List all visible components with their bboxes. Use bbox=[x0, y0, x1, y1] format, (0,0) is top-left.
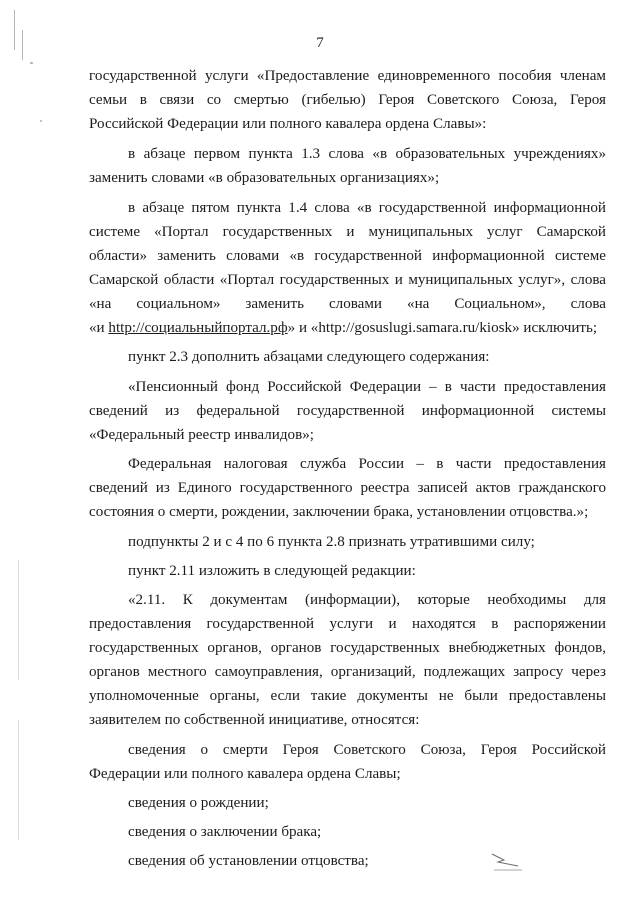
text-line: семьи в связи со смертью (гибелью) Героя Советского Союза, Героя bbox=[89, 92, 606, 108]
text-line: уполномоченные органы, если такие документы не были предоставлены bbox=[89, 688, 606, 704]
text-line: пункт 2.11 изложить в следующей редакции: bbox=[128, 563, 416, 579]
text-line: органов местного самоуправления, организаций, подлежащих запросу через bbox=[89, 664, 606, 680]
text-line: области» заменить словами «в государственной информационной системе bbox=[89, 248, 606, 264]
text-line: в абзаце первом пункта 1.3 слова «в образовательных учреждениях» bbox=[128, 146, 606, 162]
scan-margin-mark bbox=[18, 560, 19, 680]
text-line: сведений из Единого государственного реестра записей актов гражданского bbox=[89, 480, 606, 496]
text-line: в абзаце пятом пункта 1.4 слова «в государственной информационной bbox=[128, 200, 606, 216]
link-line-prefix: «и bbox=[89, 320, 109, 336]
text-line: заменить словами «в образовательных организациях»; bbox=[89, 170, 440, 186]
text-line: «2.11. К документам (информации), которые необходимы для bbox=[128, 592, 606, 608]
text-line: системе «Портал государственных и муниципальных услуг Самарской bbox=[89, 224, 606, 240]
page-number: 7 bbox=[316, 35, 324, 51]
text-line: Самарской области «Портал государственных и муниципальных услуг», слова bbox=[89, 272, 606, 288]
link-text-line bbox=[89, 317, 606, 339]
text-line: предоставления государственной услуги и находятся в распоряжении bbox=[89, 616, 606, 632]
social-portal-link[interactable]: http://социальныйпортал.рф bbox=[108, 320, 288, 336]
text-line: пункт 2.3 дополнить абзацами следующего содержания: bbox=[128, 349, 490, 365]
text-line: государственных органов, органов государственных внебюджетных фондов, bbox=[89, 640, 606, 656]
scan-margin-mark bbox=[18, 720, 19, 840]
text-line: состояния о смерти, рождении, заключении брака, установлении отцовства.»; bbox=[89, 504, 589, 520]
signature-mark bbox=[488, 846, 528, 876]
text-line: государственной услуги «Предоставление единовременного пособия членам bbox=[89, 68, 606, 84]
text-line: «Федеральный реестр инвалидов»; bbox=[89, 427, 314, 443]
gosuslugi-kiosk-link[interactable]: http://gosuslugi.samara.ru/kiosk bbox=[318, 320, 513, 336]
text-line: заявителем по собственной инициативе, относятся: bbox=[89, 712, 420, 728]
text-line: сведения о рождении; bbox=[128, 795, 269, 811]
link-line-middle: » и « bbox=[287, 320, 319, 336]
text-line: Федерации или полного кавалера ордена Славы; bbox=[89, 766, 401, 782]
scan-dot bbox=[30, 62, 33, 64]
text-line: Российской Федерации или полного кавалера ордена Славы»: bbox=[89, 116, 487, 132]
link-line-suffix: » исключить; bbox=[512, 320, 598, 336]
text-line: «на социальном» заменить словами «на Социальном», слова bbox=[89, 296, 606, 312]
text-line: сведений из федеральной государственной информационной системы bbox=[89, 403, 606, 419]
text-line: подпункты 2 и с 4 по 6 пункта 2.8 признать утратившими силу; bbox=[128, 534, 535, 550]
text-line: «Пенсионный фонд Российской Федерации – в части предоставления bbox=[128, 379, 606, 395]
text-line: Федеральная налоговая служба России – в части предоставления bbox=[128, 456, 606, 472]
scan-dot bbox=[40, 120, 42, 122]
text-line: сведения о заключении брака; bbox=[128, 824, 322, 840]
text-line: сведения об установлении отцовства; bbox=[128, 853, 369, 869]
text-line: сведения о смерти Героя Советского Союза, Героя Российской bbox=[128, 742, 606, 758]
